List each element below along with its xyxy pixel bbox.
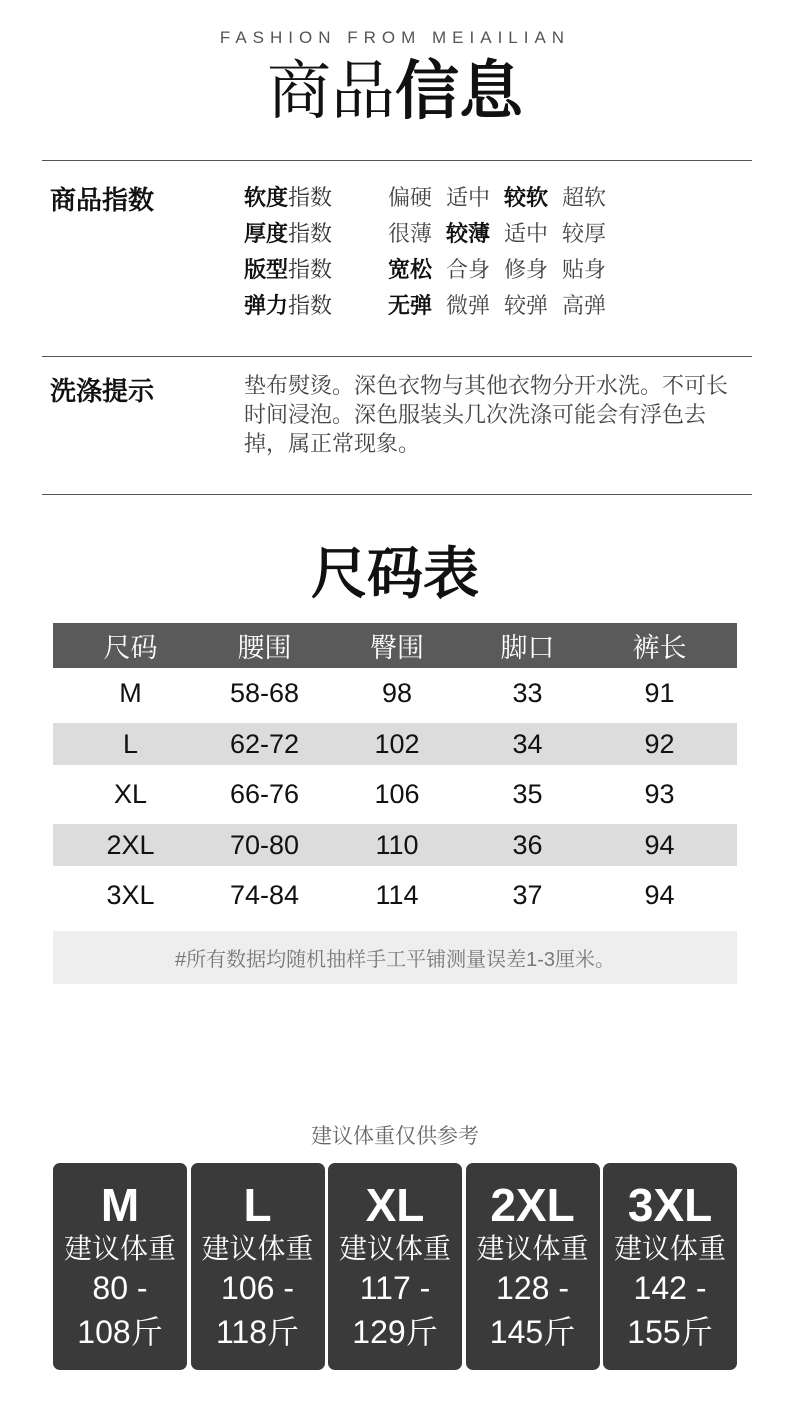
card-size: 3XL <box>627 1179 713 1231</box>
table-cell: 3XL <box>106 880 155 910</box>
table-cell: 92 <box>644 728 675 759</box>
index-row <box>244 178 620 214</box>
index-option: 较厚 <box>562 220 607 246</box>
card-range-start: 117 - <box>359 1270 431 1306</box>
size-table-header <box>53 623 737 668</box>
weight-card <box>53 1163 187 1370</box>
index-option: 贴身 <box>562 256 607 282</box>
index-name-bold: 软度 <box>244 184 289 210</box>
card-range-start: 106 - <box>221 1270 294 1306</box>
index-option: 合身 <box>446 256 491 282</box>
washing-text: 垫布熨烫。深色衣物与其他衣物分开水洗。不可长时间浸泡。深色服装头几次洗涤可能会有浮色去掉，属正常现象。 <box>244 373 729 456</box>
divider <box>42 494 752 495</box>
table-cell: 106 <box>374 779 420 809</box>
table-cell: 2XL <box>106 829 155 860</box>
divider <box>42 356 752 357</box>
table-cell: 93 <box>644 779 675 809</box>
brand-eyebrow: FASHION FROM MEIAILIAN <box>219 28 571 47</box>
table-cell: 98 <box>381 678 413 708</box>
index-option: 高弹 <box>562 292 607 318</box>
card-range-start: 128 - <box>496 1270 569 1306</box>
index-row <box>244 214 620 250</box>
table-cell: 34 <box>512 728 543 759</box>
card-size: XL <box>365 1179 425 1231</box>
product-index-label: 商品指数 <box>50 185 155 215</box>
index-option: 超软 <box>562 184 607 210</box>
table-row <box>53 769 737 820</box>
product-index-list <box>244 178 620 322</box>
index-option: 较薄 <box>446 220 491 246</box>
table-cell: 91 <box>644 678 675 708</box>
page-title-bold: 信息 <box>395 55 523 127</box>
card-range-end: 129斤 <box>352 1314 438 1350</box>
index-name-bold: 厚度 <box>244 220 289 246</box>
index-option: 较弹 <box>504 292 549 318</box>
index-name-rest: 指数 <box>288 292 333 318</box>
table-row <box>53 723 737 765</box>
table-cell: 110 <box>375 829 419 860</box>
table-cell: L <box>122 728 139 759</box>
table-cell: 94 <box>644 829 675 860</box>
table-cell: 58-68 <box>229 678 300 708</box>
card-range-end: 145斤 <box>489 1314 576 1350</box>
table-cell: 62-72 <box>229 728 300 759</box>
divider <box>42 160 752 161</box>
card-range-end: 118斤 <box>215 1314 300 1350</box>
table-cell: 102 <box>374 728 420 759</box>
table-cell: 74-84 <box>229 880 300 910</box>
index-option: 无弹 <box>388 292 433 318</box>
index-row <box>244 250 620 286</box>
card-label: 建议体重 <box>338 1233 451 1264</box>
weight-card <box>328 1163 462 1370</box>
index-name <box>244 217 388 248</box>
size-table <box>53 623 737 921</box>
index-name-rest: 指数 <box>288 256 333 282</box>
table-cell: 36 <box>512 829 543 860</box>
card-size: M <box>100 1179 140 1231</box>
table-cell: XL <box>113 779 148 809</box>
column-header: 裤长 <box>632 633 687 663</box>
card-range-end: 108斤 <box>77 1314 163 1350</box>
index-option: 偏硬 <box>388 184 433 210</box>
index-option: 适中 <box>446 184 491 210</box>
index-row <box>244 286 620 322</box>
table-cell: M <box>119 678 142 708</box>
index-option: 宽松 <box>388 256 433 282</box>
table-row <box>53 870 737 921</box>
table-cell: 33 <box>512 678 543 708</box>
index-option: 很薄 <box>388 220 433 246</box>
column-header: 脚口 <box>500 633 555 663</box>
table-cell: 35 <box>512 779 543 809</box>
index-name-rest: 指数 <box>288 184 333 210</box>
column-header: 腰围 <box>237 633 292 663</box>
column-header: 臀围 <box>370 633 424 663</box>
weight-heading: 建议体重仅供参考 <box>311 1125 479 1148</box>
index-name-bold: 弹力 <box>244 292 289 318</box>
washing-label: 洗涤提示 <box>50 376 155 406</box>
table-row <box>53 668 737 719</box>
card-label: 建议体重 <box>201 1233 314 1264</box>
card-label: 建议体重 <box>476 1233 589 1264</box>
column-header: 尺码 <box>103 633 158 663</box>
table-row <box>53 824 737 866</box>
weight-card <box>191 1163 325 1370</box>
size-chart-title: 尺码表 <box>311 542 479 605</box>
card-label: 建议体重 <box>63 1233 176 1264</box>
index-name <box>244 289 388 320</box>
page-title <box>0 52 790 130</box>
card-size: L <box>243 1179 272 1231</box>
index-name-rest: 指数 <box>288 220 333 246</box>
index-name <box>244 253 388 284</box>
card-range-end: 155斤 <box>627 1314 713 1350</box>
index-option: 修身 <box>504 256 549 282</box>
measurement-note: #所有数据均随机抽样手工平铺测量误差1-3厘米。 <box>53 931 737 984</box>
index-name <box>244 181 388 212</box>
card-label: 建议体重 <box>613 1233 726 1264</box>
index-name-bold: 版型 <box>244 256 289 282</box>
page-title-light: 商品 <box>267 55 395 127</box>
table-cell: 94 <box>644 880 675 910</box>
weight-card <box>466 1163 600 1370</box>
weight-card <box>603 1163 737 1370</box>
index-option: 适中 <box>504 220 549 246</box>
table-cell: 114 <box>375 880 419 910</box>
weight-cards <box>53 1163 737 1370</box>
index-option: 较软 <box>504 184 549 210</box>
table-cell: 70-80 <box>229 829 300 860</box>
index-option: 微弹 <box>446 292 491 318</box>
card-range-start: 142 - <box>633 1270 707 1306</box>
card-size: 2XL <box>490 1179 575 1231</box>
table-cell: 37 <box>512 880 543 910</box>
table-cell: 66-76 <box>229 779 300 809</box>
card-range-start: 80 - <box>92 1270 148 1306</box>
